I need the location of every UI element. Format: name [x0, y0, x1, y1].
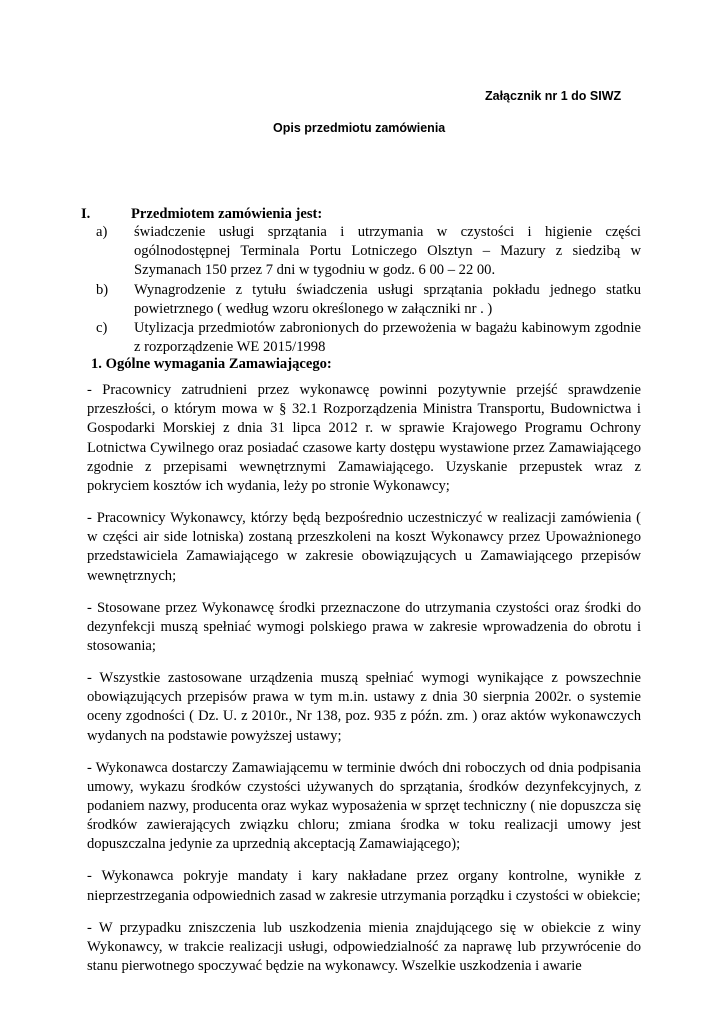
- annex-label: Załącznik nr 1 do SIWZ: [485, 89, 622, 103]
- section-title: Przedmiotem zamówienia jest:: [131, 206, 323, 222]
- list-item: [96, 281, 641, 319]
- document-title: Opis przedmiotu zamówienia: [273, 121, 446, 135]
- list-item: [96, 223, 641, 281]
- requirement-paragraph: - Pracownicy zatrudnieni przez wykonawcę powinni pozytywnie przejść sprawdzenie przeszłości, o którym mowa w § 32.1 Rozporządzenia Ministra Transportu, Budownictwa i Gospodarki Morskiej z dnia 31 lipca 2012 r. w sprawie Krajowego Programu Ochrony Lotnictwa Cywilnego oraz posiadać czasowe karty dostępu wystawione przez Zamawiającego zgodnie z przepisami wewnętrznymi Zamawiającego. Uzyskanie przepustek wraz z pokryciem kosztów ich wydania, leży po stronie Wykonawcy;: [87, 382, 641, 495]
- list-item-letter: c): [96, 320, 108, 337]
- requirement-paragraph: - Wykonawca pokryje mandaty i kary nakładane przez organy kontrolne, wynikłe z nieprzestrzegania odpowiednich zasad w zakresie utrzymania porządku i czystości w obiekcie;: [87, 868, 641, 904]
- list-item-text: Wynagrodzenie z tytułu świadczenia usługi sprzątania pokładu jednego statku powietrznego ( według wzoru określonego w załączniki nr . ): [134, 281, 641, 317]
- section-number: I.: [81, 206, 91, 222]
- requirements-body: [87, 381, 641, 989]
- requirement-paragraph: - Wykonawca dostarczy Zamawiającemu w terminie dwóch dni roboczych od dnia podpisania umowy, wykazu środków czystości używanych do sprzątania, środków dezynfekcyjnych, z podaniem nazwy, producenta oraz wykaz wyposażenia w sprzęt techniczny ( nie dopuszcza się środków zawierających związku chloru; zmiana środka w toku realizacji umowy jest dopuszczalna jedynie za uprzednią akceptacją Zamawiającego);: [87, 759, 641, 853]
- requirement-paragraph: - Wszystkie zastosowane urządzenia muszą spełniać wymogi wynikające z powszechnie obowiązujących przepisów prawa w tym m.in. ustawy z dnia 30 sierpnia 2002r. o systemie oceny zgodności ( Dz. U. z 2010r., Nr 138, poz. 935 z późn. zm. ) oraz aktów wykonawczych wydanych na podstawie powyższej ustawy;: [87, 670, 641, 744]
- section-item-list: [96, 223, 641, 357]
- requirement-paragraph: - Pracownicy Wykonawcy, którzy będą bezpośrednio uczestniczyć w realizacji zamówienia ( w części air side lotniska) zostaną przeszkoleni na koszt Wykonawcy przez Upoważnionego przedstawiciela Zamawiającego w zakresie obowiązujących u Zamawiającego przepisów wewnętrznych;: [87, 510, 641, 584]
- requirement-paragraph: - W przypadku zniszczenia lub uszkodzenia mienia znajdującego się w obiekcie z winy Wykonawcy, w trakcie realizacji usługi, odpowiedzialność za naprawę lub przywrócenie do stanu pierwotnego spoczywać będzie na wykonawcy. Wszelkie uszkodzenia i awarie: [87, 919, 641, 975]
- list-item-letter: b): [96, 281, 109, 298]
- list-item: [96, 319, 641, 357]
- list-item-letter: a): [96, 224, 108, 240]
- list-item-text: świadczenie usługi sprzątania i utrzymania w czystości i higienie części ogólnodostępnej Terminala Portu Lotniczego Olsztyn – Mazury z siedzibą w Szymanach 150 przez 7 dni w tygodniu w godz. 6 00 – 22 00.: [134, 224, 641, 279]
- requirement-paragraph: - Stosowane przez Wykonawcę środki przeznaczone do utrzymania czystości oraz środki do dezynfekcji muszą spełniać wymogi polskiego prawa w zakresie wprowadzenia do obrotu i stosowania;: [87, 599, 641, 655]
- list-item-text: Utylizacja przedmiotów zabronionych do przewożenia w bagażu kabinowym zgodnie z rozporządzenie WE 2015/1998: [134, 320, 641, 356]
- requirements-heading: 1. Ogólne wymagania Zamawiającego:: [91, 356, 332, 372]
